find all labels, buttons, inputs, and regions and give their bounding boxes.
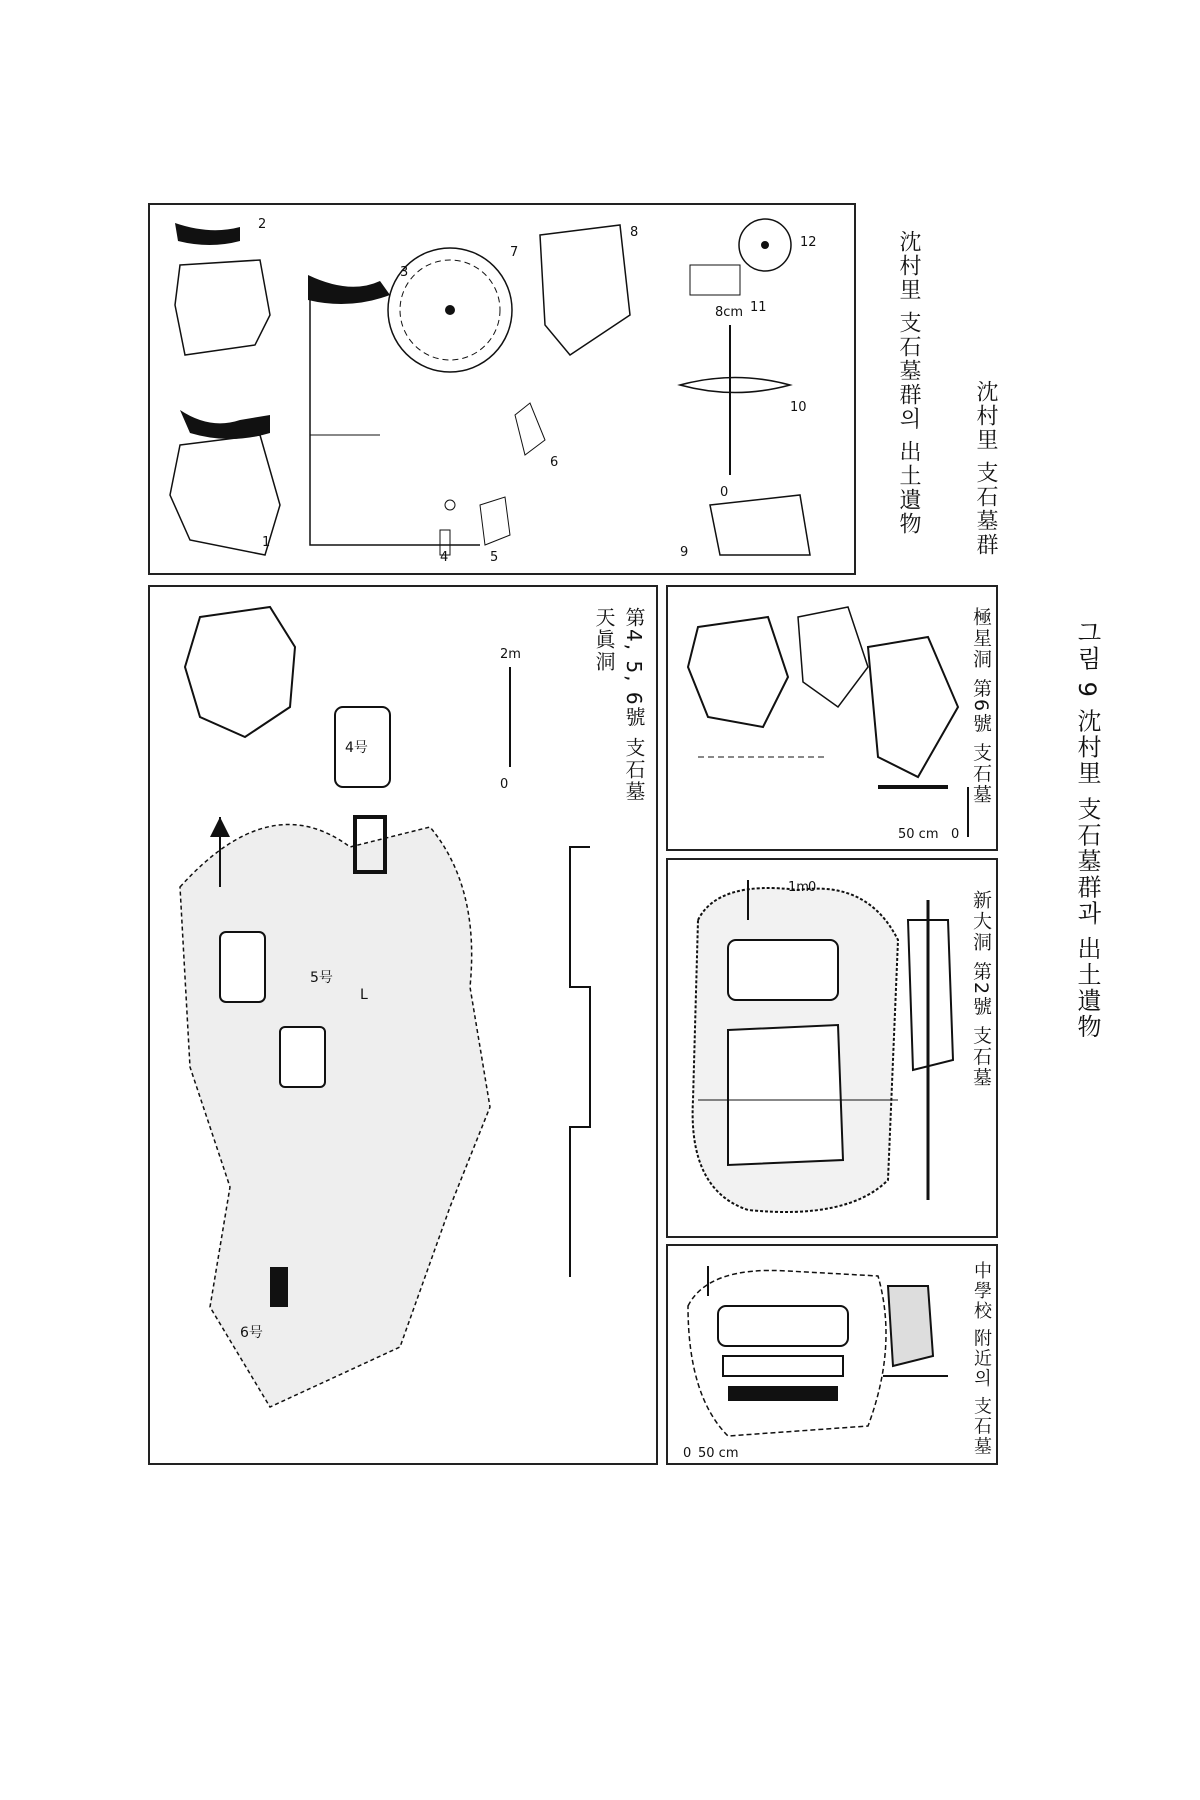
item-number-2: 2 bbox=[258, 217, 267, 232]
item-number-3: 3 bbox=[400, 265, 409, 280]
item-number-12: 12 bbox=[800, 235, 817, 250]
artifact-3-rim bbox=[308, 275, 390, 304]
item-number-11: 11 bbox=[750, 300, 767, 315]
sindae-plan-drawing bbox=[668, 860, 1000, 1240]
artifact-5 bbox=[480, 497, 510, 545]
scale-end: 50 cm bbox=[898, 827, 939, 842]
artifacts-panel bbox=[148, 203, 856, 575]
group-caption: 沈村里 支石墓群 bbox=[973, 380, 998, 557]
item-number-1: 1 bbox=[262, 535, 271, 550]
scale-end: 1m bbox=[788, 880, 809, 895]
scale-start: 0 bbox=[720, 485, 729, 500]
middle-school-section bbox=[888, 1286, 933, 1366]
item-number-10: 10 bbox=[790, 400, 807, 415]
cheonjin-plan-drawing bbox=[150, 587, 660, 1467]
tomb-5-stone bbox=[220, 932, 265, 1002]
middle-school-outline bbox=[688, 1270, 886, 1436]
geukseong-plan-drawing bbox=[668, 587, 1000, 853]
artifact-2-sherd bbox=[175, 260, 270, 355]
central-stone bbox=[280, 1027, 325, 1087]
middle-school-title: 中學校 附近의 支石墓 bbox=[971, 1261, 992, 1457]
scale-start: 0 bbox=[951, 827, 960, 842]
middle-school-capstone bbox=[718, 1306, 848, 1346]
scale-start: 0 bbox=[500, 777, 509, 792]
section-profile bbox=[570, 847, 590, 1277]
item-number-6: 6 bbox=[550, 455, 559, 470]
capstone-large bbox=[185, 607, 295, 737]
artifact-6 bbox=[515, 403, 545, 455]
artifact-8-knife bbox=[540, 225, 630, 355]
artifact-9-dagger bbox=[710, 495, 810, 555]
artifact-drawings bbox=[150, 205, 858, 577]
label-4: 4号 bbox=[345, 740, 368, 756]
middle-school-panel bbox=[666, 1244, 998, 1465]
scale-start: 0 bbox=[808, 880, 817, 895]
item-number-5: 5 bbox=[490, 550, 499, 565]
item-number-7: 7 bbox=[510, 245, 519, 260]
geukseong-section bbox=[868, 637, 958, 777]
item-number-9: 9 bbox=[680, 545, 689, 560]
artifact-11 bbox=[690, 265, 740, 295]
item-number-8: 8 bbox=[630, 225, 639, 240]
artifacts-caption: 沈村里 支石墓群의 出土遺物 bbox=[896, 230, 921, 536]
cheonjin-title-line1: 天眞洞 bbox=[592, 607, 616, 673]
artifact-1-profile bbox=[180, 410, 270, 439]
stone-field-outline bbox=[180, 825, 490, 1408]
sindae-title: 新大洞 第2號 支石墓 bbox=[970, 890, 992, 1089]
label-l: L bbox=[360, 987, 368, 1003]
scale-end: 8cm bbox=[715, 305, 744, 320]
sindae-panel bbox=[666, 858, 998, 1238]
scale-start: 0 bbox=[683, 1446, 692, 1461]
middle-school-plan-drawing bbox=[668, 1246, 1000, 1467]
scale-end: 50 cm bbox=[698, 1446, 739, 1461]
sindae-chamber bbox=[728, 1025, 843, 1165]
geukseong-capstone bbox=[688, 617, 788, 727]
sindae-capstone bbox=[728, 940, 838, 1000]
geukseong-panel bbox=[666, 585, 998, 851]
cheonjin-title-line2: 第4, 5, 6號 支石墓 bbox=[622, 607, 646, 803]
artifact-2-profile bbox=[175, 223, 240, 245]
cheonjin-panel bbox=[148, 585, 658, 1465]
artifact-10-spear bbox=[680, 378, 790, 393]
scale-end: 2m bbox=[500, 647, 521, 662]
item-number-4: 4 bbox=[440, 550, 449, 565]
label-5: 5号 bbox=[310, 970, 333, 986]
figure-caption: 그림 9 沈村里 支石墓群과 出土遺物 bbox=[1073, 620, 1101, 1040]
label-6: 6号 bbox=[240, 1325, 263, 1341]
chamber-6 bbox=[270, 1267, 288, 1307]
sindae-section bbox=[908, 920, 953, 1070]
geukseong-title: 極星洞 第6號 支石墓 bbox=[970, 607, 992, 806]
